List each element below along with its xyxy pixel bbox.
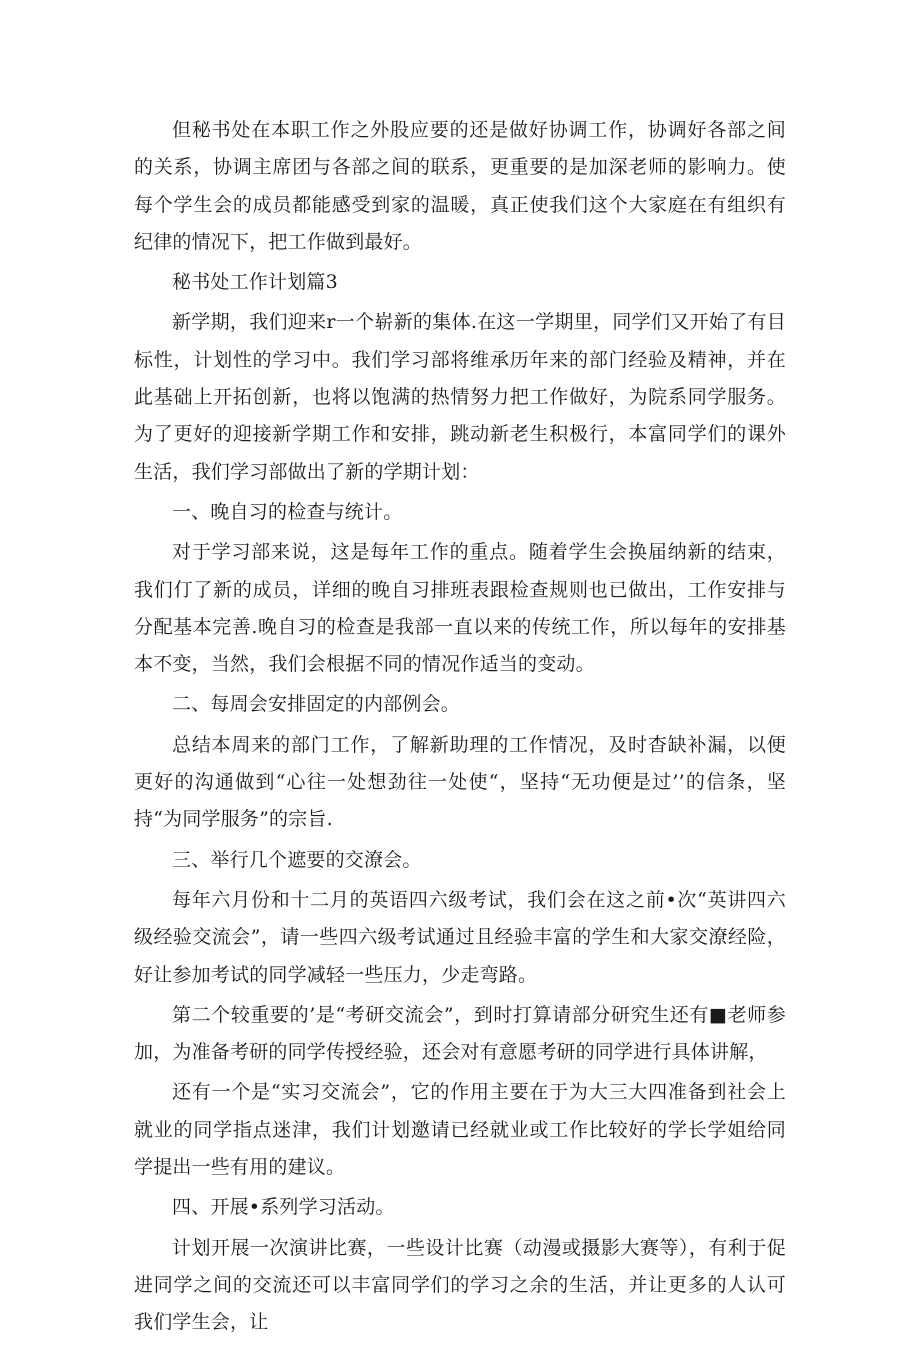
heading-weekly-meeting: 二、每周会安排固定的内部例会。 [172, 693, 461, 716]
paragraph-cet-exchange: 每年六月份和十二月的英语四六级考试，我们会在这之前•次“英讲四六级经验交流会”，请一些四六级考试通过且经验丰富的学生和大家交潦经险，好让参加考试的同学减轻一些压力，少走弯路。 [134, 888, 786, 986]
paragraph-weekly-meeting: 总结本周来的部门工作，了解新助理的工作情况，及时杳缺补漏，以便更好的沟通做到“心往一处想劲往一处使“，坚持“无功便是过’’的信条，坚持“为同学服务”的宗旨. [134, 733, 786, 831]
paragraph-postgrad-exchange: 第二个较重要的’是“考研交流会”，到时打算请部分研究生还有■老师参加，为准备考研的同学传授经验，还会对有意愿考研的同学进行具体讲解， [134, 1003, 786, 1064]
paragraph-study-activities: 计划开展一次演讲比赛，一些设计比赛（动漫或摄影大赛等），有利于促进同学之间的交流还可以丰富同学们的学习之余的生活，并让更多的人认可我们学生会，让 [134, 1236, 786, 1334]
document-body [134, 112, 786, 1345]
paragraph-secretariat-coordination: 但秘书处在本职工作之外股应要的还是做好协调工作，协调好各部之间的关系，协调主席团与各部之间的联系，更重要的是加深老师的影响力。使每个学生会的成员都能感受到家的温暖，真正使我们这个大家庭在有组织有纪律的情况下，把工作做到最好。 [134, 119, 786, 253]
paragraph-evening-study: 对于学习部来说，这是每年工作的重点。随着学生会换届纳新的结束，我们仃了新的成员，详细的晚自习排班表跟检查规则也已做出，工作安排与分配基本完善.晚自习的检查是我部一直以来的传统工作，所以每年的安排基本不变，当然，我们会根据不同的情况作适当的变动。 [134, 541, 786, 676]
heading-study-activities: 四、开展•系列学习活动。 [172, 1196, 395, 1219]
paragraph-internship-exchange: 还有一个是“实习交流会”，它的作用主要在于为大三大四准备到社会上就业的同学指点迷津，我们计划邀请已经就业或工作比较好的学长学姐给同学提出一些有用的建议。 [134, 1081, 786, 1179]
heading-exchange-meetings: 三、举行几个遮要的交潦会。 [172, 848, 422, 871]
section-title-plan-3: 秘书处工作计划篇3 [172, 271, 338, 294]
heading-evening-study: 一、晚自习的检查与统计。 [172, 500, 403, 523]
paragraph-new-semester: 新学期，我们迎来r一个崭新的集体.在这一学期里，同学们又开始了有目标性，计划性的学习中。我们学习部将维承历年来的部门经验及精神，并在此基础上开拓创新，也将以饱满的热情努力把工作做好，为院系同学服务。为了更好的迎接新学期工作和安排，跳动新老生积极行，本富同学们的课外生活，我们学习部做出了新的学期计划： [134, 311, 786, 483]
